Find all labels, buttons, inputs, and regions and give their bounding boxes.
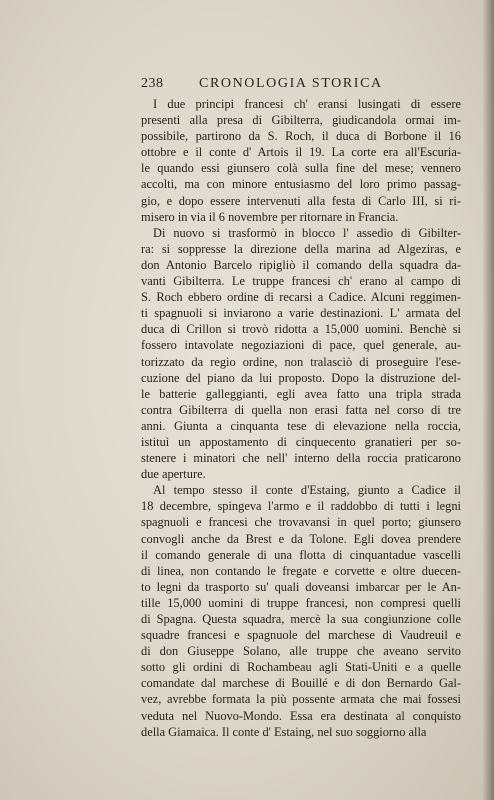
text-line: gio, e dopo essere intervenuti alla festa di Carlo III, si ri- <box>141 193 461 208</box>
text-line: Di nuovo si trasformò in blocco l' assedio di Gibilter- <box>153 225 461 240</box>
text-line: misero in via il 6 novembre per ritornare in Francia. <box>141 209 399 224</box>
running-title: CRONOLOGIA STORICA <box>199 76 383 91</box>
page-number: 238 <box>141 76 164 91</box>
text-line: convogli anche da Brest e da Tolone. Egli dovea prendere <box>141 531 461 546</box>
text-line: tille 15,000 uomini di truppe francesi, non compresi quelli <box>141 595 461 610</box>
text-line: vez, avrebbe formata la più possente armata che mai fossesi <box>141 692 461 707</box>
body-text <box>141 96 461 740</box>
text-line: contra Gibilterra di quella non erasi fatta nel corso di tre <box>141 402 461 417</box>
text-line: ra: si soppresse la direzione della marina ad Algeziras, e <box>141 241 461 256</box>
page-header <box>141 76 461 94</box>
page-edge-shadow <box>482 0 494 800</box>
text-line: ti spagnuoli si inviarono a varie destinazioni. L' armata del <box>141 306 461 321</box>
text-line: comandate dal marchese di Bouillé e di don Bernardo Gal- <box>141 676 461 691</box>
text-line: don Antonio Barcelo ripigliò il comando della squadra da- <box>141 257 461 272</box>
text-line: sotto gli ordini di Rochambeau agli Stati-Uniti e a quelle <box>141 660 461 675</box>
text-line: il comando generale di una flotta di cinquantadue vascelli <box>141 547 461 562</box>
text-line: cuzione del piano da lui proposto. Dopo la distruzione del- <box>141 370 461 385</box>
paragraph <box>141 482 461 740</box>
text-line: le batterie galleggianti, egli avea fatto una tripla strada <box>141 386 461 401</box>
text-line: duca di Crillon si trovò ridotta a 15,000 uomini. Benchè si <box>141 322 461 337</box>
text-line: istituì un appostamento di cinquecento granatieri per so- <box>141 434 461 449</box>
text-line: veduta nel Nuovo-Mondo. Essa era destinata al conquisto <box>141 708 461 723</box>
paragraph <box>141 225 461 483</box>
text-line: I due principi francesi ch' eransi lusingati di essere <box>153 97 461 111</box>
text-line: possibile, partirono da S. Roch, il duca di Borbone il 16 <box>141 129 461 144</box>
text-line: di don Giuseppe Solano, alle truppe che aveano servito <box>141 644 461 659</box>
text-line: di linea, non contando le fregate e corvette e oltre duecen- <box>141 563 461 578</box>
text-line: vanti Gibilterra. Le truppe francesi ch' erano al campo di <box>141 274 461 289</box>
text-line: presenti alla presa di Gibilterra, giudicandola ormai im- <box>141 113 461 128</box>
text-line: spagnuoli e francesi che trovavansi in quel porto; giunsero <box>141 515 461 530</box>
text-line: accolti, ma con minore entusiasmo del loro primo passag- <box>141 177 461 192</box>
text-line: anni. Giunta a cinquanta tese di elevazione nella roccia, <box>141 418 461 433</box>
text-line: S. Roch ebbero ordine di recarsi a Cadice. Alcuni reggimen- <box>141 290 461 305</box>
text-line: to legni da trasporto su' quali doveansi imbarcar per le An- <box>141 579 461 594</box>
text-line: di Spagna. Questa squadra, mercè la sua congiunzione colle <box>141 612 461 626</box>
text-line: ottobre e il conte d' Artois il 19. La corte era all'Escuria- <box>141 145 461 160</box>
text-line: della Giamaica. Il conte d' Estaing, nel suo soggiorno alla <box>141 724 427 739</box>
text-line: Al tempo stesso il conte d'Estaing, giunto a Cadice il <box>153 483 461 498</box>
paragraph <box>141 96 461 225</box>
text-line: torizzato da regio ordine, non tralasciò di proseguire l'ese- <box>141 354 461 369</box>
text-line: due aperture. <box>141 467 206 482</box>
text-line: 18 decembre, spingeva l'armo e il raddobbo di tutti i legni <box>141 499 461 514</box>
text-line: fossero intavolate negoziazioni di pace, quel generale, au- <box>141 338 461 353</box>
text-line: squadre francesi e spagnuole del marchese di Vaudreuil e <box>141 628 461 643</box>
text-line: stenere i minatori che nell' interno della roccia praticarono <box>141 451 461 466</box>
text-line: le quando essi giunsero colà sulla fine del mese; vennero <box>141 161 461 176</box>
